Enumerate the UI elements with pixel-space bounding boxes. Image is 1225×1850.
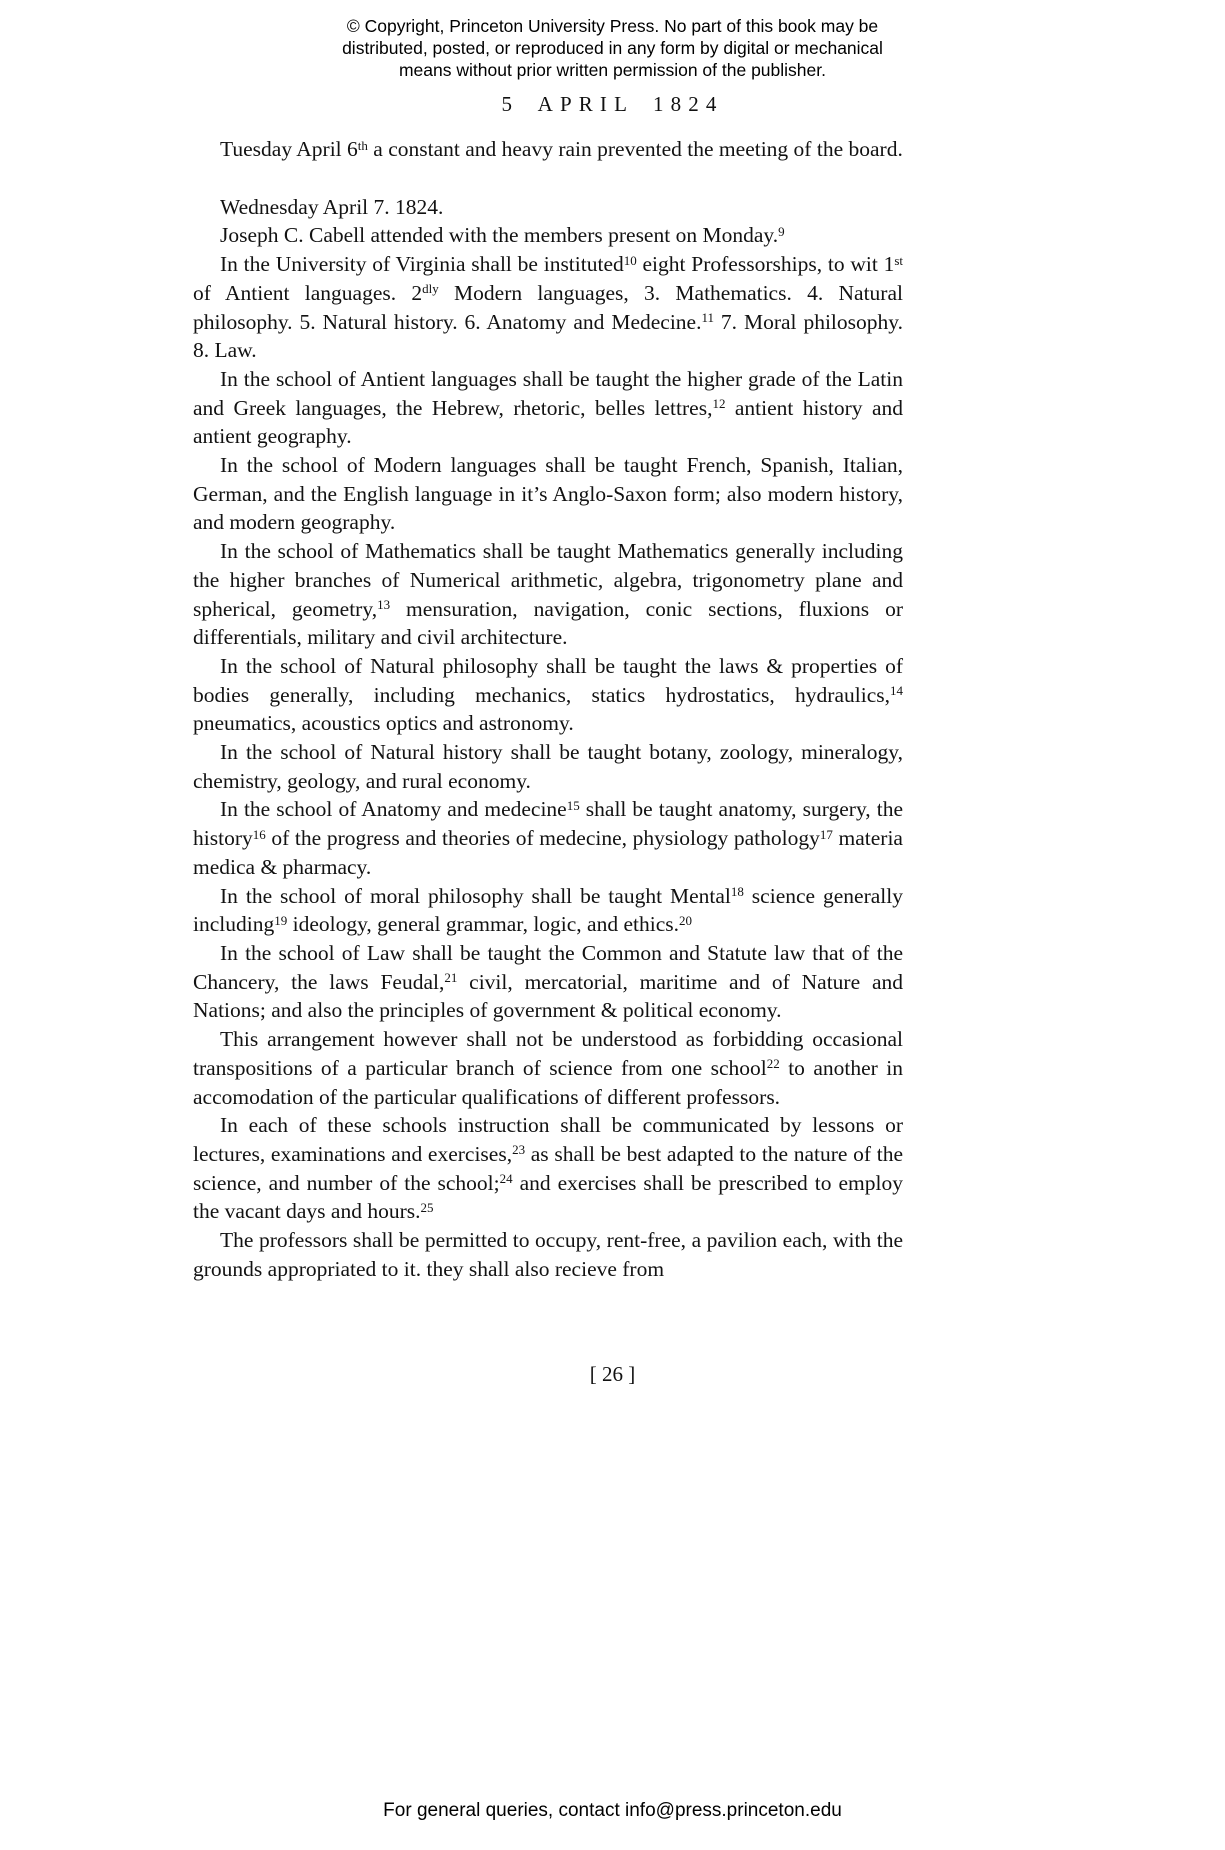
footnote-ref: 11 (701, 310, 714, 326)
body-paragraph: In the school of Natural history shall be taught botany, zoology, mineralogy, chemistry, geology, and rural economy. (193, 740, 903, 793)
footnote-ref: 17 (819, 826, 833, 842)
body-paragraph: In the University of Virginia shall be instituted$^{10}$ eight Professorships, to wit 1st of Antient languages. $2^{dly}$ Modern languages, 3. Mathematics. 4. Natural philosophy. 5. Natural history. 6. Anatomy and Medecine.$^{11}$ 7. Moral philosophy. 8. Law. (193, 252, 904, 363)
body-paragraph: In the school of Natural philosophy shall be taught the laws & properties of bodies generally, including mechanics, statics hydrostatics, hydraulics,$^{14}$ pneumatics, acoustics optics and astronomy. (193, 653, 903, 736)
footnote-ref: 21 (444, 970, 458, 986)
footnote-ref: dly (422, 281, 439, 297)
footnote-ref: 12 (712, 396, 726, 412)
body-paragraph: In each of these schools instruction shall be communicated by lessons or lectures, examinations and exercises,$^{23}$ as shall be best adapted to the nature of the science, and number of the school;$^{24}$ and exercises shall be prescribed to employ the vacant days and hours.$^{25}$ (193, 1113, 904, 1224)
body-paragraph: In the school of Law shall be taught the Common and Statute law that of the Chancery, the laws Feudal,$^{21}$ civil, mercatorial, maritime and of Nature and Nations; and also the principles of government & political economy. (193, 940, 903, 1023)
body-paragraph: Wednesday April 7. 1824. (220, 194, 444, 219)
footnote-ref: 16 (252, 826, 266, 842)
page-number: [ 26 ] (589, 1362, 636, 1386)
footnote-ref: 9 (778, 223, 785, 239)
footnote-ref: 22 (766, 1056, 780, 1072)
body-text (193, 135, 903, 1283)
footnote-ref: 25 (420, 1199, 434, 1215)
body-paragraph: The professors shall be permitted to occupy, rent-free, a pavilion each, with the grounds appropriated to it. they shall also recieve from (193, 1228, 903, 1281)
footnote-ref: 24 (499, 1171, 513, 1187)
footnote-ref: st (894, 252, 904, 268)
body-paragraph: Tuesday April 6th a constant and heavy rain prevented the meeting of the board. (220, 137, 903, 161)
footnote-ref: 19 (274, 912, 288, 928)
footer-queries: For general queries, contact info@press.princeton.edu (383, 1800, 842, 1821)
body-paragraph: In the school of Modern languages shall be taught French, Spanish, Italian, German, and the English language in it’s Anglo-Saxon form; also modern history, and modern geography. (193, 453, 903, 535)
footnote-ref: 20 (679, 912, 692, 928)
copyright-line: © Copyright, Princeton University Press. No part of this book may be (346, 16, 879, 36)
copyright-line: distributed, posted, or reproduced in any form by digital or mechanical (342, 38, 883, 58)
body-paragraph: In the school of Mathematics shall be taught Mathematics generally including the higher branches of Numerical arithmetic, algebra, trigonometry plane and spherical, geometry,$^{13}$ mensuration, navigation, conic sections, fluxions or differentials, military and civil architecture. (193, 539, 903, 650)
body-paragraph: In the school of moral philosophy shall be taught Mental$^{18}$ science generally including$^{19}$ ideology, general grammar, logic, and ethics.$^{20}$ (193, 883, 903, 937)
footnote-ref: 14 (890, 683, 903, 699)
body-paragraph: In the school of Antient languages shall be taught the higher grade of the Latin and Greek languages, the Hebrew, rhetoric, belles lettres,$^{12}$ antient history and antient geography. (193, 366, 903, 449)
footnote-ref: 15 (566, 797, 580, 813)
footnote-ref: th (357, 137, 368, 153)
footnote-ref: 10 (623, 252, 637, 268)
copyright-notice (0, 15, 1225, 81)
body-paragraph: In the school of Anatomy and medecine$^{15}$ shall be taught anatomy, surgery, the history$^{16}$ of the progress and theories of medecine, physiology pathology$^{17}$ materia medica & pharmacy. (193, 797, 903, 879)
footnote-ref: 23 (512, 1142, 526, 1158)
footnote-ref: 18 (730, 884, 744, 900)
body-paragraph: Joseph C. Cabell attended with the members present on Monday.$^9$ (220, 223, 785, 248)
copyright-line: means without prior written permission of the publisher. (398, 60, 826, 80)
footnote-ref: 13 (377, 597, 391, 613)
running-head: 5 APRIL 1824 (501, 92, 724, 116)
body-paragraph: This arrangement however shall not be understood as forbidding occasional transpositions of a particular branch of science from one school$^{22}$ to another in accomodation of the particular qualifications of different professors. (193, 1027, 903, 1109)
